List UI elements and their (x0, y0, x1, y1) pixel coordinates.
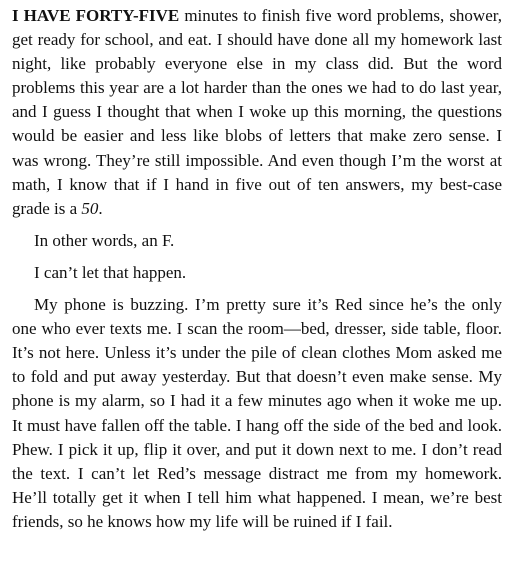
paragraph-text: minutes to finish five word problems, shower, get ready for school, and eat. I should have done all my homework last night, like probably everyone else in my class did. But the word problems this year are a lot harder than the ones we had to do last year, and I guess I thought that when I woke up this morning, the questions would be easier and less like blobs of letters that make zero sense. I was wrong. They’re still impossible. And even though I’m the worst at math, I know that if I hand in five out of ten answers, my best-case grade is a (12, 6, 502, 218)
paragraph-tail: . (98, 198, 103, 218)
opening-paragraph (12, 4, 502, 221)
grade-emphasis: 50 (81, 198, 99, 218)
paragraph-in-other-words: In other words, an F. (34, 230, 175, 250)
paragraph-cant-let-that-happen: I can’t let that happen. (34, 262, 187, 282)
paragraph-phone-buzzing: My phone is buzzing. I’m pretty sure it’s Red since he’s the only one who ever texts me. I scan the room—bed, dresser, side table, floor. It’s not here. Unless it’s under the pile of clean clothes Mom asked me to fold and put away yesterday. But that doesn’t even make sense. My phone is my alarm, so I had it a few minutes ago when it woke me up. It must have fallen off the table. I hang off the side of the bed and look. Phew. I pick it up, flip it over, and put it down next to me. I don’t read the text. I can’t let Red’s message distract me from my homework. He’ll totally get it when I tell him what happened. I mean, we’re best friends, so he knows how my life will be ruined if I fail. (12, 295, 502, 531)
chapter-lead-in: I HAVE FORTY-FIVE (12, 6, 180, 25)
